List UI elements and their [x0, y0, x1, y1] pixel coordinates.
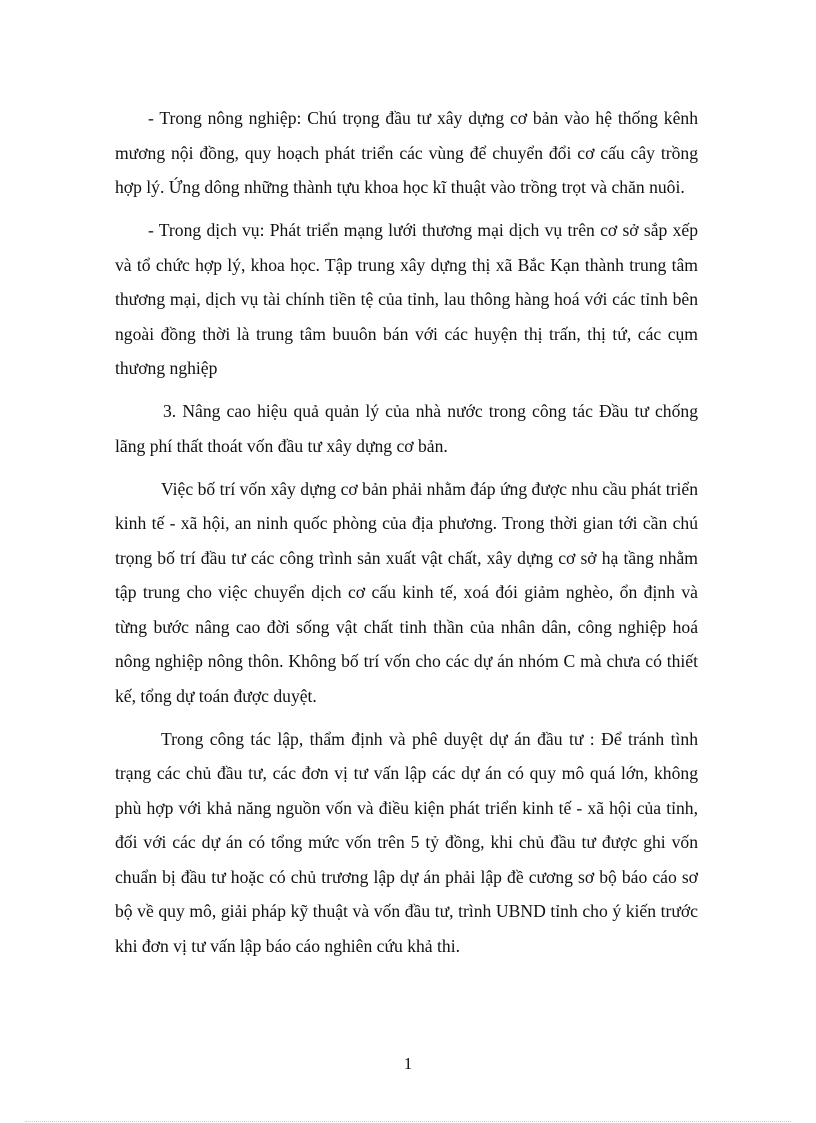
paragraph-agriculture: - Trong nông nghiệp: Chú trọng đầu tư xây dựng cơ bản vào hệ thống kênh mương nội đồng, quy hoạch phát triển các vùng để chuyển đổi cơ cấu cây trồng hợp lý. Ứng dông những thành tựu khoa học kĩ thuật vào trồng trọt và chăn nuôi.: [115, 108, 698, 197]
paragraph-section-3-heading: 3. Nâng cao hiệu quả quản lý của nhà nước trong công tác Đầu tư chống lãng phí thất thoát vốn đầu tư xây dựng cơ bản.: [115, 401, 698, 456]
paragraph-capital-allocation: Việc bố trí vốn xây dựng cơ bản phải nhằm đáp ứng được nhu cầu phát triển kinh tế - xã hội, an ninh quốc phòng của địa phương. Trong thời gian tới cần chú trọng bố trí đầu tư các công trình sản xuất vật chất, xây dựng cơ sở hạ tầng nhằm tập trung cho việc chuyển dịch cơ cấu kinh tế, xoá đói giảm nghèo, ổn định và từng bước nâng cao đời sống vật chất tinh thần của nhân dân, công nghiệp hoá nông nghiệp nông thôn. Không bố trí vốn cho các dự án nhóm C mà chưa có thiết kế, tổng dự toán được duyệt.: [115, 478, 698, 706]
paragraph-services: - Trong dịch vụ: Phát triển mạng lưới thương mại dịch vụ trên cơ sở sắp xếp và tổ chức hợp lý, khoa học. Tập trung xây dựng thị xã Bắc Kạn thành trung tâm thương mại, dịch vụ tài chính tiền tệ của tỉnh, lau thông hàng hoá với các tỉnh bên ngoài đồng thời là trung tâm buuôn bán với các huyện thị trấn, thị tứ, các cụm thương nghiệp: [115, 220, 698, 378]
page-number: 1: [403, 1054, 413, 1073]
document-body: [115, 101, 698, 972]
paragraph-project-appraisal: Trong công tác lập, thẩm định và phê duyệt dự án đầu tư : Để tránh tình trạng các chủ đầu tư, các đơn vị tư vấn lập các dự án có quy mô quá lớn, không phù hợp với khả năng nguồn vốn và điều kiện phát triển kinh tế - xã hội của tỉnh, đối với các dự án có tổng mức vốn trên 5 tỷ đồng, khi chủ đầu tư được ghi vốn chuẩn bị đầu tư hoặc có chủ trương lập dự án phải lập đề cương sơ bộ báo cáo sơ bộ về quy mô, giải pháp kỹ thuật và vốn đầu tư, trình UBND tỉnh cho ý kiến trước khi đơn vị tư vấn lập báo cáo nghiên cứu khả thi.: [115, 728, 698, 956]
page-bottom-divider: [25, 1121, 791, 1122]
